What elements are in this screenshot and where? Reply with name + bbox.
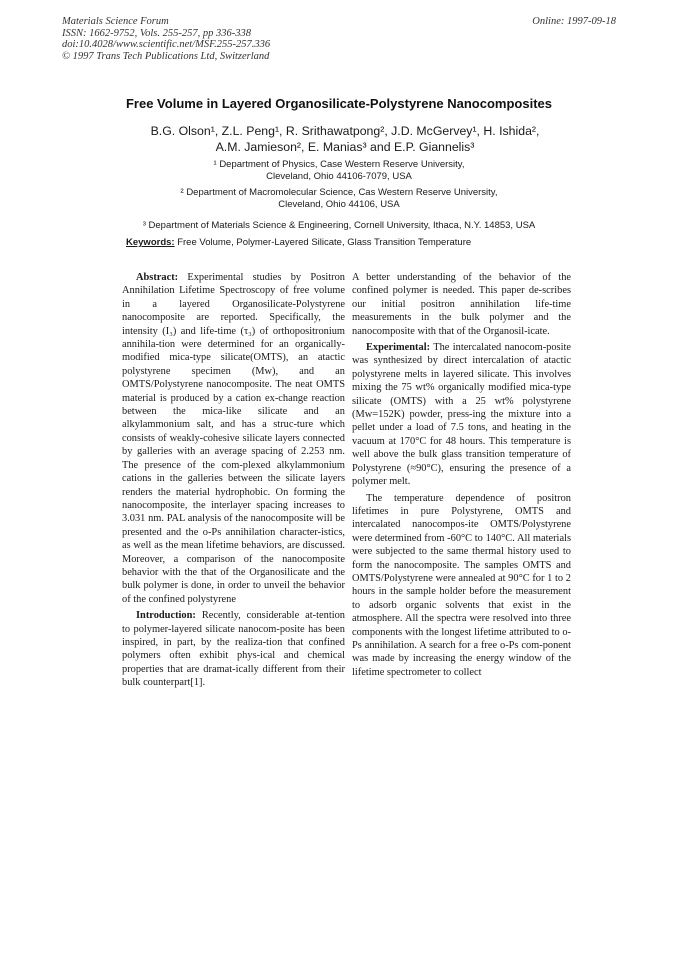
author-list [60,123,630,155]
experimental-text: The intercalated nanocom-posite was synthesized by direct intercalation of atactic polystyrene melts in layered silicate. This involves mixing the 75 wt% organically modified mica-type silicate (OMTS) with a 25 wt% polystyrene (Mᴡ=152K) powder, press-ing the mixture into a pellet under a load of 7.5 tons, and heating in the vacuum at 170°C for 48 hours. This temperature is well above the bulk glass transition temperature of Polystyrene (≈90°C), ensuring the presence of a polymer melt. [352,342,571,488]
left-column [122,271,345,690]
keywords-text: Free Volume, Polymer-Layered Silicate, Glass Transition Temperature [177,237,472,248]
keywords [126,237,471,248]
doi-link[interactable]: doi:10.4028/www.scientific.net/MSF.255-257.336 [62,39,271,50]
abstract-text: Experimental studies by Positron Annihilation Lifetime Spectroscopy of free volume in a layered Organosilicate-Polystyrene nanocomposite are reported. Specifically, the intensity (I₃) and life-time (τ₃) of orthopositronium annihila-tion were determined for an organically-modified mica-type silicate(OMTS), an atactic polystyrene specimen (Mᴡ), and an OMTS/Polystyrene nanocomposite. The neat OMTS material is produced by a cation ex-change reaction between the mica-like silicate and an alkylammonium salt, and has a struc-ture which consists of weakly-cohesive silicate layers connected by galleries with an average spacing of 2.253 nm. The presence of the com-plexed alkylammonium cations in the galleries between the silicate layers renders the material hydrophobic. On forming the nanocomposite, the interlayer spacing increases to 3.031 nm. PAL analysis of the nanocomposite will be presented and the o-Ps annihilation character-istics, as well as the mean lifetime behaviors, are discussed. Moreover, a comparison of the nanocomposite behavior with the that of the Organosilicate and the bulk polymer is done, in order to unveil the behavior of the confined polystyrene [122,272,345,605]
affiliation-1-line-1: ¹ Department of Physics, Case Western Reserve University, [213,159,465,170]
online-date: Online: 1997-09-18 [532,16,616,27]
temperature-paragraph: The temperature dependence of positron lifetimes in pure Polystyrene, OMTS and intercalated nanocompos-ite OMTS/Polystyrene were determined from -60°C to 140°C. All materials were subjected to the same thermal history used to form the nanocomposite. The samples OMTS and OMTS/Polystyrene were annealed at 90°C for 1 to 2 hours in the sample holder before the measurement to adsorb organic solvents that exist in the atmosphere. All the spectra were resolved into three components with the longest lifetime attributed to o-Ps annihilation. A search for a free o-Ps com-ponent was made by increasing the energy window of the lifetime spectrometer to collect [352,492,571,678]
introduction-paragraph [122,609,345,689]
introduction-heading: Introduction: [136,610,196,622]
affiliation-2-line-2: Cleveland, Ohio 44106, USA [278,198,400,210]
affiliation-1 [40,159,638,182]
issn-line: ISSN: 1662-9752, Vols. 255-257, pp 336-338 [62,27,251,39]
abstract-paragraph [122,271,345,606]
intro-continued-paragraph: A better understanding of the behavior of the confined polymer is needed. This paper de-scribes our initial positron annihilation life-time measurements in the bulk polymer and the nanocomposite with that of the Organosil-icate. [352,272,571,337]
right-column [352,271,571,679]
copyright-line: © 1997 Trans Tech Publications Ltd, Switzerland [62,50,270,62]
author-line-1: B.G. Olson¹, Z.L. Peng¹, R. Srithawatpong², J.D. McGervey¹, H. Ishida², [150,124,540,138]
keywords-label: Keywords: [126,237,175,248]
experimental-heading: Experimental: [366,342,431,354]
experimental-paragraph [352,341,571,488]
affiliation-1-line-2: Cleveland, Ohio 44106-7079, USA [266,170,412,182]
author-line-2: A.M. Jamieson², E. Manias³ and E.P. Giannelis³ [215,140,475,154]
paper-title: Free Volume in Layered Organosilicate-Polystyrene Nanocomposites [125,96,552,111]
affiliation-2 [40,187,638,210]
affiliation-2-line-1: ² Department of Macromolecular Science, Cas Western Reserve University, [180,187,498,198]
journal-header [62,16,270,62]
abstract-heading: Abstract: [136,272,179,283]
journal-name: Materials Science Forum [62,16,169,27]
affiliation-3-line-1: ³ Department of Materials Science & Engineering, Cornell University, Ithaca, N.Y. 14853, USA [142,220,536,231]
introduction-text: Recently, considerable at-tention to polymer-layered silicate nanocom-posite has been inspired, in part, by the realiza-tion that confined polymers often exhibit phys-ical and chemical properties that are dramat-ically different from their bulk counterpart[1]. [122,610,345,689]
affiliation-3 [40,220,638,232]
